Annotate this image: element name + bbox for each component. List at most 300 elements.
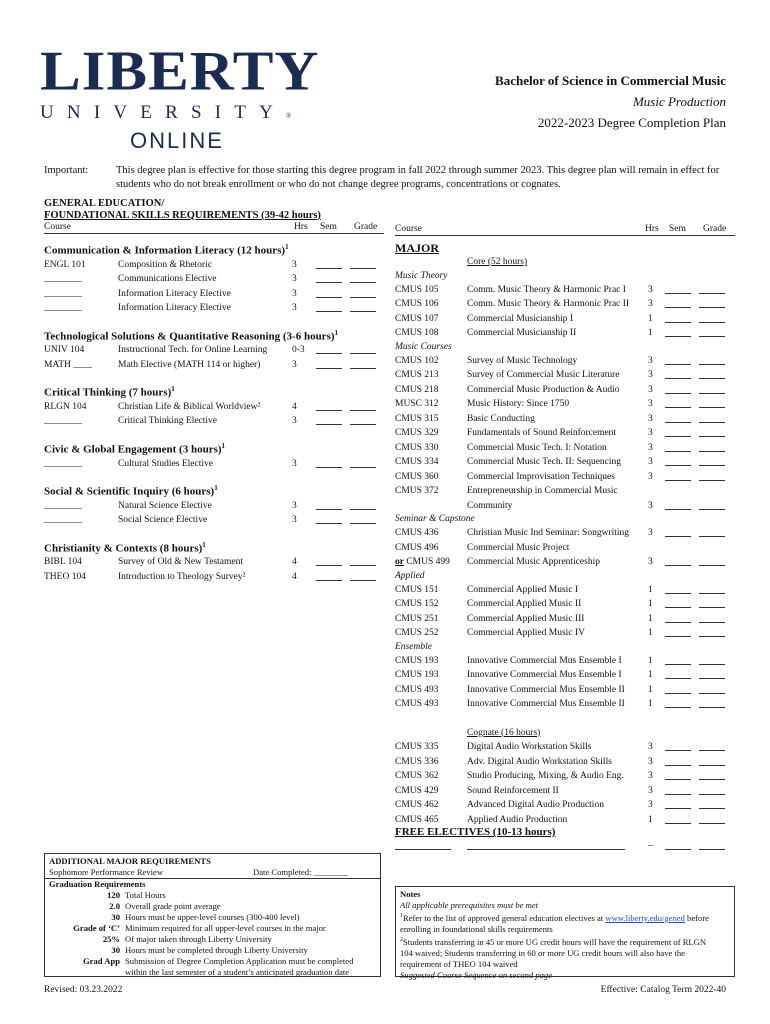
- free-elective-course-blank[interactable]: [395, 842, 451, 850]
- course-name: Commercial Applied Music II: [467, 599, 582, 609]
- course-hours: 3: [648, 756, 653, 767]
- graduation-title: Graduation Requirements: [45, 878, 380, 890]
- major-group-label: Music Courses: [395, 341, 452, 352]
- grade-blank[interactable]: [350, 415, 376, 425]
- gen-ed-section-title: Critical Thinking (7 hours)$^1$: [44, 385, 175, 399]
- semester-blank[interactable]: [316, 514, 342, 524]
- course-name: Applied Audio Production: [467, 814, 568, 825]
- grade-blank[interactable]: [699, 456, 725, 466]
- course-code: CMUS 152: [395, 599, 439, 609]
- course-hours: 3: [292, 416, 297, 427]
- gened-link[interactable]: www.liberty.edu/gened: [605, 912, 685, 923]
- graduation-item-key: 120: [107, 890, 120, 900]
- logo-online: ONLINE: [130, 128, 224, 153]
- semester-blank[interactable]: [665, 669, 691, 679]
- course-name: Survey of Music Technology: [467, 355, 578, 366]
- course-row: [395, 297, 735, 312]
- important-text: This degree plan is effective for those starting this degree program in fall 2022 through summer 2023. This degree plan will remain in effect for students who do not break enrollment or who do not change degree programs, concentrations or cognates.: [116, 165, 720, 190]
- semester-blank[interactable]: [665, 584, 691, 594]
- graduation-item: [49, 890, 376, 901]
- course-hours: 3: [648, 384, 653, 395]
- course-name: Digital Audio Workstation Skills: [467, 742, 592, 752]
- course-hours: 3: [292, 288, 297, 299]
- grade-blank[interactable]: [699, 355, 725, 365]
- course-code: CMUS 330: [395, 442, 439, 453]
- graduation-item: [49, 934, 376, 945]
- course-row: [395, 784, 735, 799]
- course-name: Critical Thinking Elective: [118, 416, 218, 427]
- semester-blank[interactable]: [665, 613, 691, 623]
- grade-blank[interactable]: [350, 514, 376, 524]
- course-code: ________: [44, 500, 82, 511]
- course-code: CMUS 106: [395, 299, 439, 309]
- course-code: ENGL 101: [44, 259, 86, 270]
- course-hours: 3: [648, 785, 653, 796]
- course-code: CMUS 436: [395, 528, 439, 538]
- course-name: Christian Life & Biblical Worldview²: [118, 401, 261, 412]
- gen-ed-section-title: Civic & Global Engagement (3 hours)$^1$: [44, 441, 226, 456]
- semester-blank[interactable]: [665, 799, 691, 809]
- semester-blank[interactable]: [316, 571, 342, 581]
- grade-blank[interactable]: [350, 500, 376, 510]
- plan-header: [495, 70, 726, 133]
- graduation-item-value: Submission of Degree Completion Application must be completed: [125, 956, 354, 966]
- major-column-headers: [395, 224, 735, 238]
- grade-blank[interactable]: [699, 770, 725, 780]
- course-code: ________: [44, 303, 82, 314]
- course-hours: 0-3: [292, 345, 305, 356]
- course-row: [395, 541, 735, 556]
- graduation-item-value: Overall grade point average: [125, 901, 221, 911]
- semester-blank[interactable]: [665, 442, 691, 452]
- course-code: CMUS 315: [395, 413, 439, 424]
- course-hours: 3: [292, 274, 297, 285]
- course-hours: 3: [292, 458, 297, 469]
- course-row: [395, 697, 735, 712]
- note-2-cont2: requirement of THEO 104 waived: [400, 958, 518, 969]
- course-row: [395, 326, 735, 341]
- semester-blank[interactable]: [316, 415, 342, 425]
- course-hours: 4: [292, 557, 297, 568]
- note-2-cont: 104 waived; Students transferring in 60 or more UG credit hours will also have the: [400, 947, 685, 958]
- course-row: [44, 343, 384, 358]
- grade-blank[interactable]: [699, 584, 725, 594]
- course-code: CMUS 493: [395, 699, 439, 709]
- grade-blank[interactable]: [699, 785, 725, 795]
- semester-blank[interactable]: [316, 344, 342, 354]
- course-name: Natural Science Elective: [118, 500, 212, 511]
- grade-blank[interactable]: [699, 655, 725, 665]
- course-name: Commercial Music Tech. II: Sequencing: [467, 457, 622, 467]
- semester-blank[interactable]: [665, 556, 691, 566]
- note-prereq: All applicable prerequisites must be met: [400, 900, 539, 910]
- graduation-item-key: 2.0: [109, 901, 120, 911]
- notes-title: Notes: [400, 889, 421, 899]
- core-row: [395, 255, 735, 270]
- grade-blank[interactable]: [699, 598, 725, 608]
- course-hours: 3: [292, 359, 297, 370]
- grade-blank[interactable]: [699, 741, 725, 751]
- course-hours: 3: [648, 299, 653, 309]
- free-electives-title: FREE ELECTIVES (10-13 hours): [395, 826, 556, 838]
- date-completed[interactable]: Date Completed: ________: [253, 867, 348, 877]
- course-row: [395, 583, 735, 598]
- semester-blank[interactable]: [665, 384, 691, 394]
- free-elective-grade-blank[interactable]: [699, 842, 725, 850]
- free-elective-sem-blank[interactable]: [665, 842, 691, 850]
- course-name: Commercial Improvisation Techniques: [467, 471, 615, 482]
- grade-blank[interactable]: [699, 298, 725, 308]
- course-name: Social Science Elective: [118, 515, 208, 526]
- course-name: Commercial Music Project: [467, 542, 570, 553]
- course-name: Innovative Commercial Mus Ensemble I: [467, 655, 622, 666]
- grade-blank[interactable]: [350, 288, 376, 298]
- semester-blank[interactable]: [316, 359, 342, 369]
- course-row: [395, 455, 735, 470]
- graduation-item-key: Grad App: [82, 956, 120, 966]
- semester-blank[interactable]: [316, 401, 342, 411]
- major-column: [395, 224, 735, 827]
- course-row: [395, 484, 735, 499]
- grade-blank[interactable]: [350, 571, 376, 581]
- grade-blank[interactable]: [350, 458, 376, 468]
- course-code: CMUS 108: [395, 328, 439, 338]
- course-row: [395, 283, 735, 298]
- semester-blank[interactable]: [665, 684, 691, 694]
- graduation-item: [49, 956, 376, 967]
- gen-ed-title-1: GENERAL EDUCATION/: [44, 198, 165, 209]
- course-code: ________: [44, 274, 82, 285]
- course-row: [44, 400, 384, 415]
- grade-blank[interactable]: [350, 273, 376, 283]
- core-label: Core (52 hours): [467, 257, 528, 267]
- liberty-logo: [40, 40, 320, 153]
- graduation-item-value: Total Hours: [125, 890, 166, 900]
- graduation-item-key: Grade of ‘C’: [73, 923, 120, 933]
- major-col-hrs: Hrs: [645, 224, 659, 234]
- major-col-sem: Sem: [669, 224, 686, 234]
- course-name: Survey of Commercial Music Literature: [467, 370, 620, 380]
- course-row: [395, 612, 735, 627]
- free-elective-name-blank[interactable]: [467, 842, 625, 850]
- course-code: CMUS 329: [395, 428, 439, 438]
- course-name: Composition & Rhetoric: [118, 259, 212, 270]
- gen-ed-section-title: Christianity & Contexts (8 hours)$^1$: [44, 540, 206, 555]
- semester-blank[interactable]: [316, 288, 342, 298]
- semester-blank[interactable]: [665, 770, 691, 780]
- course-row: [44, 258, 384, 273]
- course-name: Comm. Music Theory & Harmonic Prac II: [467, 299, 630, 309]
- course-row: [395, 597, 735, 612]
- course-code: CMUS 334: [395, 457, 439, 467]
- grade-blank[interactable]: [350, 359, 376, 369]
- semester-blank[interactable]: [316, 259, 342, 269]
- course-code: MATH ____: [44, 359, 93, 370]
- semester-blank[interactable]: [665, 355, 691, 365]
- course-name: Commercial Music Apprenticeship: [467, 557, 600, 567]
- course-hours: 3: [648, 370, 653, 380]
- grade-blank[interactable]: [699, 669, 725, 679]
- course-hours: 3: [648, 500, 653, 511]
- course-code: CMUS 252: [395, 628, 439, 638]
- additional-title: ADDITIONAL MAJOR REQUIREMENTS: [49, 856, 211, 866]
- semester-blank[interactable]: [665, 413, 691, 423]
- semester-blank[interactable]: [316, 458, 342, 468]
- degree-title: Bachelor of Science in Commercial Music: [495, 73, 726, 88]
- course-hours: 1: [648, 655, 653, 666]
- course-name: Basic Conducting: [467, 413, 535, 424]
- semester-blank[interactable]: [316, 556, 342, 566]
- semester-blank[interactable]: [316, 273, 342, 283]
- course-hours: 3: [648, 471, 653, 482]
- graduation-item-key: 30: [111, 945, 120, 955]
- grade-blank[interactable]: [350, 344, 376, 354]
- course-name: Advanced Digital Audio Production: [467, 800, 604, 810]
- grade-blank[interactable]: [699, 284, 725, 294]
- graduation-item-value: Hours must be upper-level courses (300-400 level): [125, 912, 300, 922]
- cognate-row: [395, 726, 735, 741]
- grade-blank[interactable]: [699, 471, 725, 481]
- course-name: Studio Producing, Mixing, & Audio Eng.: [467, 771, 624, 781]
- semester-blank[interactable]: [316, 500, 342, 510]
- grade-blank[interactable]: [699, 556, 725, 566]
- course-code: CMUS 105: [395, 284, 439, 295]
- grade-blank[interactable]: [699, 527, 725, 537]
- course-hours: 4: [292, 571, 297, 582]
- course-row: [44, 272, 384, 287]
- major-group-label: Seminar & Capstone: [395, 514, 475, 524]
- note-2: $^2$Students transferring in 45 or more UG credit hours will have the requirement of RLGN: [400, 936, 707, 947]
- effective-term: Effective: Catalog Term 2022-40: [600, 985, 726, 995]
- grade-blank[interactable]: [699, 814, 725, 824]
- course-row: [395, 412, 735, 427]
- plan-title: 2022-2023 Degree Completion Plan: [537, 115, 726, 130]
- course-hours: 3: [648, 528, 653, 538]
- course-row: [44, 499, 384, 514]
- semester-blank[interactable]: [665, 698, 691, 708]
- course-row: [395, 654, 735, 669]
- course-hours: 3: [648, 284, 653, 295]
- course-row: [395, 526, 735, 541]
- semester-blank[interactable]: [665, 327, 691, 337]
- course-hours: 1: [648, 699, 653, 709]
- course-code: CMUS 362: [395, 771, 439, 781]
- course-row: [395, 499, 735, 514]
- course-code: RLGN 104: [44, 401, 87, 412]
- semester-blank[interactable]: [665, 456, 691, 466]
- gen-ed-section-title: Social & Scientific Inquiry (6 hours)$^1$: [44, 484, 218, 498]
- course-hours: 1: [648, 328, 653, 338]
- course-row: [395, 312, 735, 327]
- course-name: Innovative Commercial Mus Ensemble II: [467, 699, 625, 709]
- course-hours: 3: [648, 442, 653, 453]
- gen-ed-column: [44, 198, 384, 584]
- grade-blank[interactable]: [699, 613, 725, 623]
- course-code: CMUS 151: [395, 584, 439, 595]
- grade-blank[interactable]: [699, 413, 725, 423]
- course-row: [395, 740, 735, 755]
- grade-blank[interactable]: [699, 799, 725, 809]
- course-code: CMUS 372: [395, 486, 439, 496]
- course-hours: 3: [648, 399, 653, 409]
- important-notice: [44, 164, 734, 192]
- course-hours: 1: [648, 313, 653, 324]
- cognate-label: Cognate (16 hours): [467, 727, 541, 738]
- course-code: ________: [44, 458, 82, 469]
- semester-blank[interactable]: [665, 655, 691, 665]
- grade-blank[interactable]: [699, 442, 725, 452]
- graduation-item-key: 25%: [102, 934, 120, 944]
- cognate-rows: [395, 740, 735, 827]
- semester-blank[interactable]: [665, 627, 691, 637]
- course-code: MUSC 312: [395, 399, 439, 409]
- course-name: Commercial Applied Music I: [467, 584, 579, 595]
- graduation-item-value: Hours must be completed through Liberty University: [125, 945, 308, 955]
- gen-ed-section-title: Communication & Information Literacy (12 hours)$^1$: [44, 243, 289, 257]
- col-course: Course: [44, 222, 71, 232]
- grade-blank[interactable]: [699, 427, 725, 437]
- note-1: $^1$Refer to the list of approved general education electives at www.liberty.edu/gened before: [400, 912, 710, 923]
- note-sequence: Suggested Course Sequence on second page: [400, 969, 553, 980]
- semester-blank[interactable]: [665, 527, 691, 537]
- graduation-item-value: Minimum required for all upper-level courses in the major: [125, 923, 326, 933]
- notes-box: [395, 886, 735, 980]
- course-hours: 3: [648, 355, 653, 366]
- course-name: Commercial Music Production & Audio: [467, 384, 620, 395]
- course-code: CMUS 193: [395, 670, 439, 680]
- course-hours: 4: [292, 401, 297, 412]
- major-group-label: Music Theory: [395, 270, 448, 281]
- semester-blank[interactable]: [665, 500, 691, 510]
- gen-ed-title-2: FOUNDATIONAL SKILLS REQUIREMENTS (39-42 hours): [44, 210, 321, 221]
- logo-liberty: LIBERTY: [40, 40, 320, 103]
- course-hours: 3: [292, 500, 297, 511]
- col-grade: Grade: [354, 222, 378, 232]
- gen-ed-sections: [44, 240, 384, 584]
- grade-blank[interactable]: [699, 398, 725, 408]
- course-code: CMUS 462: [395, 800, 439, 810]
- course-code: ________: [44, 515, 82, 526]
- semester-blank[interactable]: [665, 427, 691, 437]
- course-row: [395, 354, 735, 369]
- course-row: [395, 798, 735, 813]
- course-hours: 3: [648, 800, 653, 810]
- course-row: [395, 755, 735, 770]
- course-hours: 3: [648, 771, 653, 781]
- course-name: Introduction to Theology Survey²: [118, 571, 246, 582]
- course-hours: 1: [648, 584, 653, 595]
- revised-date: Revised: 03.23.2022: [44, 985, 123, 995]
- grade-blank[interactable]: [699, 627, 725, 637]
- grade-blank[interactable]: [350, 401, 376, 411]
- course-code: ________: [44, 416, 82, 427]
- course-hours: 1: [648, 599, 653, 609]
- course-row: [395, 441, 735, 456]
- course-code: THEO 104: [44, 571, 86, 582]
- course-hours: 3: [292, 259, 297, 270]
- grade-blank[interactable]: [699, 313, 725, 323]
- major-group-label: Applied: [395, 570, 425, 581]
- semester-blank[interactable]: [665, 598, 691, 608]
- course-name: Adv. Digital Audio Workstation Skills: [467, 756, 612, 767]
- grade-blank[interactable]: [350, 556, 376, 566]
- semester-blank[interactable]: [665, 369, 691, 379]
- course-hours: 3: [648, 742, 653, 752]
- course-code: CMUS 335: [395, 742, 439, 752]
- semester-blank[interactable]: [665, 313, 691, 323]
- additional-requirements-box: [44, 853, 381, 977]
- grade-blank[interactable]: [699, 684, 725, 694]
- graduation-item: [49, 901, 376, 912]
- course-name: Instructional Tech. for Online Learning: [118, 345, 268, 356]
- grade-blank[interactable]: [699, 327, 725, 337]
- semester-blank[interactable]: [665, 741, 691, 751]
- grade-blank[interactable]: [699, 369, 725, 379]
- concentration-title: Music Production: [632, 94, 726, 109]
- semester-blank[interactable]: [665, 785, 691, 795]
- course-name: Information Literacy Elective: [118, 288, 231, 299]
- course-name: Comm. Music Theory & Harmonic Prac I: [467, 284, 626, 295]
- graduation-item: [49, 945, 376, 956]
- graduation-item-value: within the last semester of a student’s anticipated graduation date: [125, 967, 350, 977]
- course-name: Cultural Studies Elective: [118, 458, 213, 469]
- course-hours: 1: [648, 684, 653, 695]
- grade-blank[interactable]: [350, 302, 376, 312]
- course-hours: 3: [648, 428, 653, 438]
- grade-blank[interactable]: [699, 500, 725, 510]
- course-row: [395, 397, 735, 412]
- semester-blank[interactable]: [316, 302, 342, 312]
- semester-blank[interactable]: [665, 756, 691, 766]
- course-row: [44, 301, 384, 316]
- grade-blank[interactable]: [350, 259, 376, 269]
- course-hours: 1: [648, 613, 653, 624]
- semester-blank[interactable]: [665, 284, 691, 294]
- grade-blank[interactable]: [699, 384, 725, 394]
- course-hours: 1: [648, 814, 653, 825]
- col-sem: Sem: [320, 222, 337, 232]
- course-name: Commercial Applied Music IV: [467, 628, 585, 638]
- course-code: CMUS 360: [395, 471, 439, 482]
- graduation-item: [49, 967, 376, 978]
- course-name: Commercial Musicianship I: [467, 313, 574, 324]
- grade-blank[interactable]: [699, 756, 725, 766]
- course-name: Innovative Commercial Mus Ensemble I: [467, 670, 622, 680]
- course-row: [395, 668, 735, 683]
- course-name: Fundamentals of Sound Reinforcement: [467, 428, 617, 438]
- course-hours: 3: [648, 413, 653, 424]
- course-row: [395, 683, 735, 698]
- semester-blank[interactable]: [665, 298, 691, 308]
- course-code: CMUS 218: [395, 384, 439, 395]
- important-label: Important:: [44, 165, 89, 176]
- grade-blank[interactable]: [699, 698, 725, 708]
- graduation-items: [49, 890, 376, 978]
- semester-blank[interactable]: [665, 814, 691, 824]
- major-title: MAJOR: [395, 241, 439, 255]
- course-code: CMUS 251: [395, 613, 439, 624]
- course-hours: 1: [648, 628, 653, 638]
- graduation-item: [49, 923, 376, 934]
- course-code: CMUS 336: [395, 756, 439, 767]
- course-row: [395, 470, 735, 485]
- course-row: [395, 555, 735, 570]
- course-name: Commercial Music Tech. I: Notation: [467, 442, 607, 453]
- course-name: Survey of Old & New Testament: [118, 557, 244, 568]
- major-col-course: Course: [395, 224, 422, 234]
- semester-blank[interactable]: [665, 398, 691, 408]
- semester-blank[interactable]: [665, 471, 691, 481]
